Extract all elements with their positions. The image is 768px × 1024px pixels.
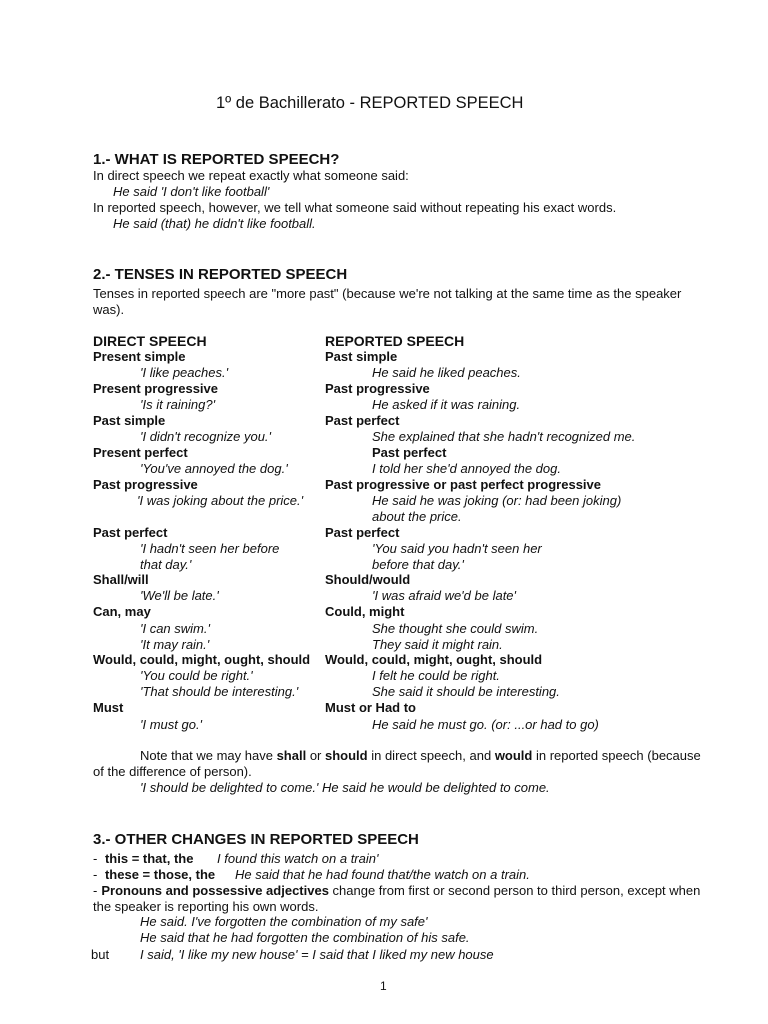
note-text: in direct speech, and [367, 748, 495, 763]
note-text: in reported speech (because [532, 748, 701, 763]
reported-tense: Past simple [325, 349, 398, 364]
reported-example: He said he liked peaches. [372, 365, 521, 380]
s1-line-2: In reported speech, however, we tell what someone said without repeating his exact words. [93, 200, 617, 215]
page-number: 1 [380, 979, 387, 993]
direct-example: 'I like peaches.' [140, 365, 229, 380]
direct-tense: Present progressive [93, 381, 219, 396]
section-3-heading: 3.- OTHER CHANGES IN REPORTED SPEECH [93, 831, 419, 848]
direct-tense: Present perfect [93, 445, 188, 460]
s3-item-3-term: Pronouns and possessive adjectives [101, 883, 329, 898]
direct-tense: Present simple [93, 349, 186, 364]
direct-tense: Past perfect [93, 525, 168, 540]
reported-example: She said it should be interesting. [372, 684, 560, 699]
reported-tense: Could, might [325, 604, 405, 619]
reported-example: about the price. [372, 509, 462, 524]
s3-item-3-text: change from first or second person to third person, except when [328, 883, 701, 898]
direct-example: 'You've annoyed the dog.' [140, 461, 288, 476]
s3-but: but [91, 947, 110, 962]
direct-tense: Past progressive [93, 477, 198, 492]
note-text: or [306, 748, 325, 763]
s3-example-1: He said. I've forgotten the combination of my safe' [140, 914, 428, 929]
s3-example-2: He said that he had forgotten the combination of his safe. [140, 930, 470, 945]
s1-line-1: In direct speech we repeat exactly what someone said: [93, 168, 409, 183]
direct-speech-header: DIRECT SPEECH [93, 333, 207, 349]
reported-example: He said he must go. (or: ...or had to go) [372, 717, 599, 732]
direct-example: 'You could be right.' [140, 668, 253, 683]
reported-tense: Past progressive [325, 381, 430, 396]
reported-example: She thought she could swim. [372, 621, 539, 636]
reported-example: They said it might rain. [372, 637, 503, 652]
s3-item-1 [93, 851, 193, 867]
reported-example: I told her she'd annoyed the dog. [372, 461, 561, 476]
s3-item-3 [93, 883, 700, 899]
direct-tense: Must [93, 700, 124, 715]
s1-example-1: He said 'I don't like football' [113, 184, 270, 199]
s3-example-3: I said, 'I like my new house' = I said that I liked my new house [140, 947, 494, 962]
direct-tense: Can, may [93, 604, 151, 619]
direct-example: 'I must go.' [140, 717, 203, 732]
list-dash: - [93, 883, 98, 898]
reported-tense: Past perfect [325, 525, 400, 540]
note-bold-shall: shall [276, 748, 307, 763]
reported-speech-header: REPORTED SPEECH [325, 333, 465, 349]
s2-intro-line-2: was). [93, 302, 125, 317]
list-dash: - [93, 867, 98, 882]
reported-tense: Would, could, might, ought, should [325, 652, 543, 667]
reported-tense: Past progressive or past perfect progressive [325, 477, 602, 492]
direct-example: 'We'll be late.' [140, 588, 219, 603]
note-line-2: of the difference of person). [93, 764, 252, 779]
direct-example: 'It may rain.' [140, 637, 210, 652]
reported-tense: Past perfect [372, 445, 447, 460]
note-line-1 [140, 748, 701, 764]
section-2-heading: 2.- TENSES IN REPORTED SPEECH [93, 266, 348, 283]
direct-example: 'I hadn't seen her before [140, 541, 280, 556]
direct-tense: Would, could, might, ought, should [93, 652, 311, 667]
note-example: 'I should be delighted to come.' He said he would be delighted to come. [140, 780, 550, 795]
note-bold-would: would [494, 748, 533, 763]
reported-example: He said he was joking (or: had been joking) [372, 493, 622, 508]
reported-example: She explained that she hadn't recognized me. [372, 429, 636, 444]
reported-example: He asked if it was raining. [372, 397, 521, 412]
list-dash: - [93, 851, 98, 866]
s3-item-1-example: I found this watch on a train' [217, 851, 379, 866]
direct-tense: Past simple [93, 413, 166, 428]
s2-intro-line-1: Tenses in reported speech are "more past" (because we're not talking at the same time as the speaker [93, 286, 682, 301]
reported-tense: Past perfect [325, 413, 400, 428]
s3-item-2 [93, 867, 215, 883]
s1-example-2: He said (that) he didn't like football. [113, 216, 316, 231]
direct-tense: Shall/will [93, 572, 149, 587]
direct-example: that day.' [140, 557, 192, 572]
section-1-heading: 1.- WHAT IS REPORTED SPEECH? [93, 151, 340, 168]
direct-example: 'That should be interesting.' [140, 684, 299, 699]
reported-example: 'I was afraid we'd be late' [372, 588, 517, 603]
s3-item-2-term: these = those, the [104, 867, 216, 882]
reported-example: 'You said you hadn't seen her [372, 541, 542, 556]
s3-item-2-example: He said that he had found that/the watch on a train. [235, 867, 530, 882]
reported-example: before that day.' [372, 557, 464, 572]
s3-item-3-line-2: the speaker is reporting his own words. [93, 899, 319, 914]
note-text: Note that we may have [140, 748, 277, 763]
s3-item-1-term: this = that, the [104, 851, 194, 866]
page-title: 1º de Bachillerato - REPORTED SPEECH [216, 94, 524, 112]
direct-example: 'I was joking about the price.' [137, 493, 304, 508]
note-bold-should: should [325, 748, 368, 763]
reported-example: I felt he could be right. [372, 668, 500, 683]
direct-example: 'I didn't recognize you.' [140, 429, 272, 444]
reported-tense: Should/would [325, 572, 411, 587]
direct-example: 'I can swim.' [140, 621, 210, 636]
reported-tense: Must or Had to [325, 700, 416, 715]
direct-example: 'Is it raining?' [140, 397, 216, 412]
